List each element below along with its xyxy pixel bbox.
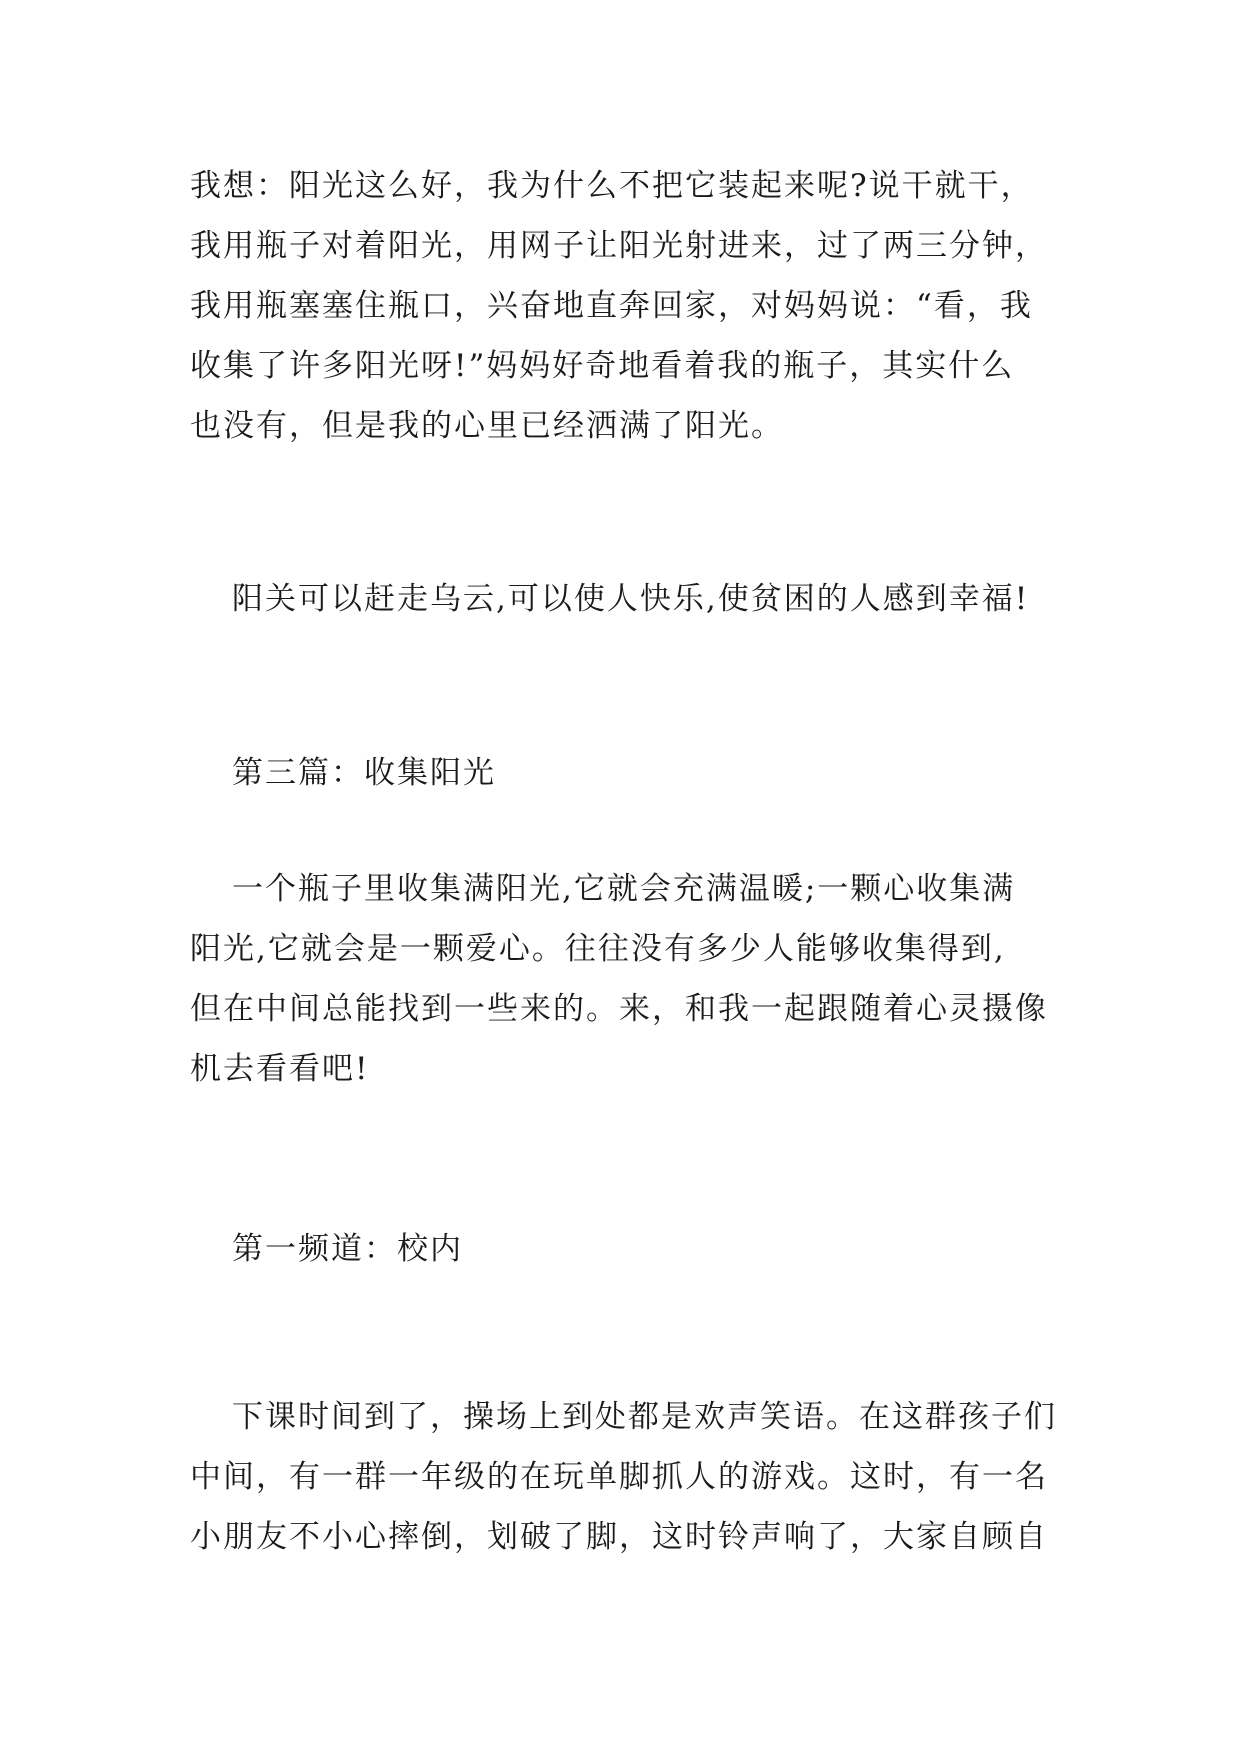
paragraph-line: 但在中间总能找到一些来的。来，和我一起跟随着心灵摄像 [190, 991, 1048, 1027]
paragraph-line: 我想：阳光这么好，我为什么不把它装起来呢?说干就干， [190, 168, 1034, 204]
paragraph-line: 小朋友不小心摔倒，划破了脚，这时铃声响了，大家自顾自 [190, 1519, 1048, 1555]
heading-text: 第三篇：收集阳光 [232, 755, 496, 791]
paragraph-line: 收集了许多阳光呀!”妈妈好奇地看着我的瓶子，其实什么 [190, 348, 1015, 384]
paragraph-line: 阳关可以赶走乌云,可以使人快乐,使贫困的人感到幸福! [232, 581, 1030, 617]
paragraph-line: 也没有，但是我的心里已经洒满了阳光。 [190, 408, 784, 444]
paragraph-recess-playground [190, 1387, 1070, 1567]
paragraph-line: 下课时间到了，操场上到处都是欢声笑语。在这群孩子们 [232, 1399, 1057, 1435]
paragraph-line: 我用瓶子对着阳光，用网子让阳光射进来，过了两三分钟， [190, 228, 1048, 264]
paragraph-bottle-of-sunshine [190, 859, 1070, 1099]
paragraph-sunshine-happiness [190, 569, 1070, 629]
paragraph-line: 阳光,它就会是一颗爱心。往往没有多少人能够收集得到, [190, 931, 1006, 967]
paragraph-line: 我用瓶塞塞住瓶口，兴奋地直奔回家，对妈妈说：“看，我 [190, 288, 1033, 324]
paragraph-line: 一个瓶子里收集满阳光,它就会充满温暖;一颗心收集满 [232, 871, 1016, 907]
heading-text: 第一频道：校内 [232, 1231, 463, 1267]
section-heading-channel-one [190, 1219, 1070, 1279]
paragraph-line: 机去看看吧! [190, 1051, 370, 1087]
paragraph-line: 中间，有一群一年级的在玩单脚抓人的游戏。这时，有一名 [190, 1459, 1048, 1495]
section-heading-part-three [190, 743, 1070, 803]
paragraph-collect-sunshine-story [190, 156, 1070, 456]
